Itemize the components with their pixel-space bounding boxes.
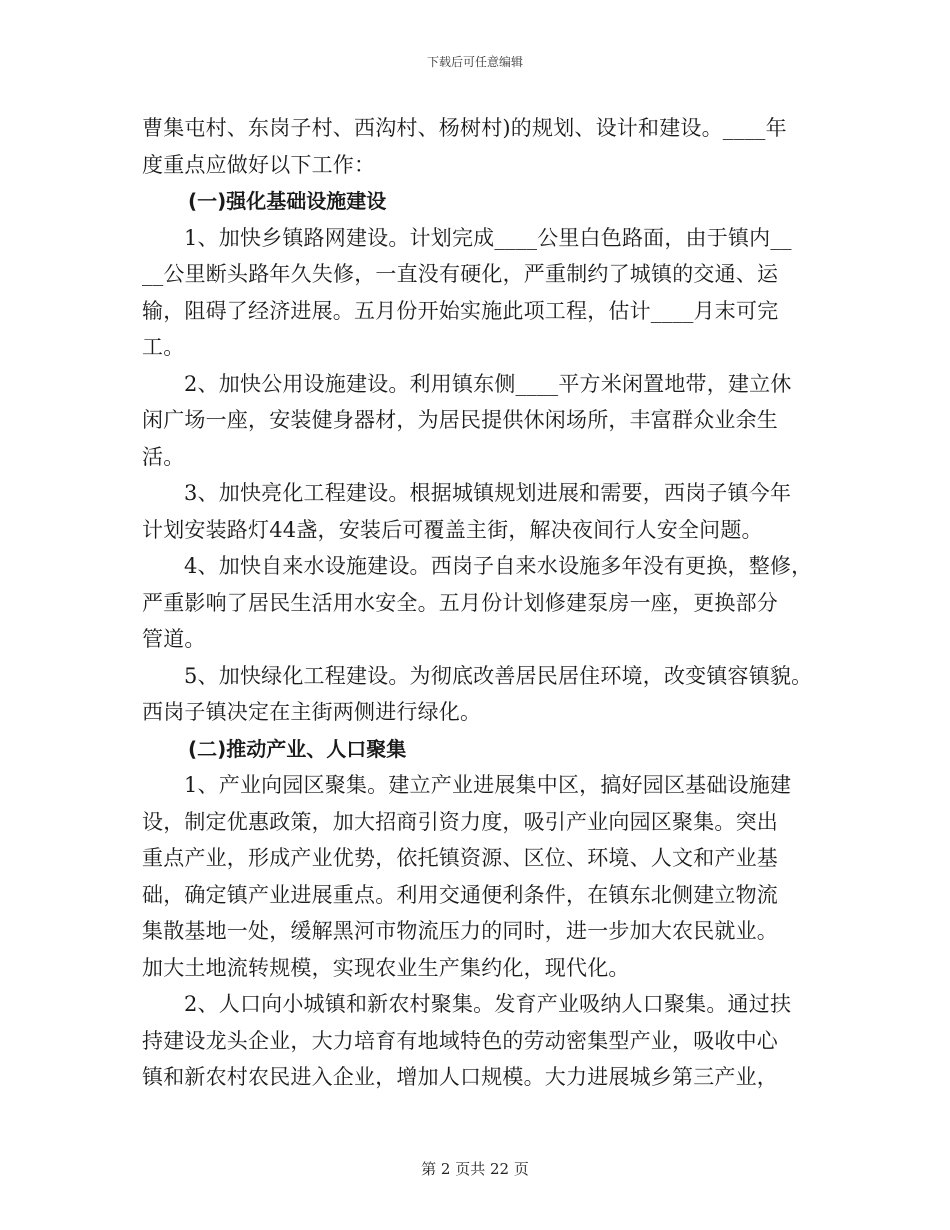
page-footer: 第 2 页共 22 页 [421,1160,529,1178]
page-header: 下载后可任意编辑 [426,55,523,69]
text-line: 3、加快亮化工程建设。根据城镇规划进展和需要，西岗子镇今年 [184,481,792,505]
text-line: 1、产业向园区聚集。建立产业进展集中区，搞好园区基础设施建 [184,773,792,797]
text-line: 加大土地流转规模，实现农业生产集约化，现代化。 [142,955,630,980]
section-heading: (二)推动产业、人口聚集 [188,736,407,761]
paragraph [142,658,822,731]
text-line: 5、加快绿化工程建设。为彻底改善居民居住环境，改变镇容镇貌。 [184,663,813,688]
text-line: 设，制定优惠政策，加大招商引资力度，吸引产业向园区聚集。突出 [142,809,778,834]
paragraph [142,366,822,476]
text-line: 础，确定镇产业进展重点。利用交通便利条件，在镇东北侧建立物流 [142,882,778,907]
paragraph [142,767,822,986]
text-line: __公里断头路年久失修，一直没有硬化，严重制约了城镇的交通、运 [142,262,779,286]
paragraph [142,986,822,1096]
text-line: 计划安装路灯44盏，安装后可覆盖主街，解决夜间行人安全问题。 [142,517,763,542]
text-line: 镇和新农村农民进入企业，增加人口规模。大力进展城乡第三产业， [142,1065,778,1089]
text-line: 集散基地一处，缓解黑河市物流压力的同时，进一步加大农民就业。 [142,919,778,943]
text-line: 严重影响了居民生活用水安全。五月份计划修建泵房一座，更换部分 [142,590,778,615]
paragraph [142,475,822,548]
text-line: 2、加快公用设施建设。利用镇东侧____平方米闲置地带，建立休 [184,371,792,396]
paragraph [142,110,822,183]
text-line: 西岗子镇决定在主街两侧进行绿化。 [142,700,482,724]
text-line: 曹集屯村、东岗子村、西沟村、杨树村)的规划、设计和建设。____年 [142,116,787,140]
paragraph [142,220,822,366]
text-line: 闲广场一座，安装健身器材，为居民提供休闲场所，丰富群众业余生 [142,408,778,432]
text-line: 4、加快自来水设施建设。西岗子自来水设施多年没有更换，整修， [184,554,813,578]
text-line: 工。 [142,335,185,359]
text-line: 度重点应做好以下工作： [142,152,376,177]
text-line: 1、加快乡镇路网建设。计划完成____公里白色路面，由于镇内__ [184,225,792,250]
text-line: 输，阻碍了经济进展。五月份开始实施此项工程，估计____月末可完 [142,298,779,323]
text-line: 重点产业，形成产业优势，依托镇资源、区位、环境、人文和产业基 [142,846,778,870]
text-line: 持建设龙头企业，大力培育有地域特色的劳动密集型产业，吸收中心 [142,1028,778,1053]
text-line: 活。 [142,444,185,469]
text-line: 2、人口向小城镇和新农村聚集。发育产业吸纳人口聚集。通过扶 [184,992,792,1016]
text-line: 管道。 [142,627,206,651]
section-heading: (一)强化基础设施建设 [188,189,387,213]
document-body [142,110,822,1096]
paragraph [142,548,822,658]
